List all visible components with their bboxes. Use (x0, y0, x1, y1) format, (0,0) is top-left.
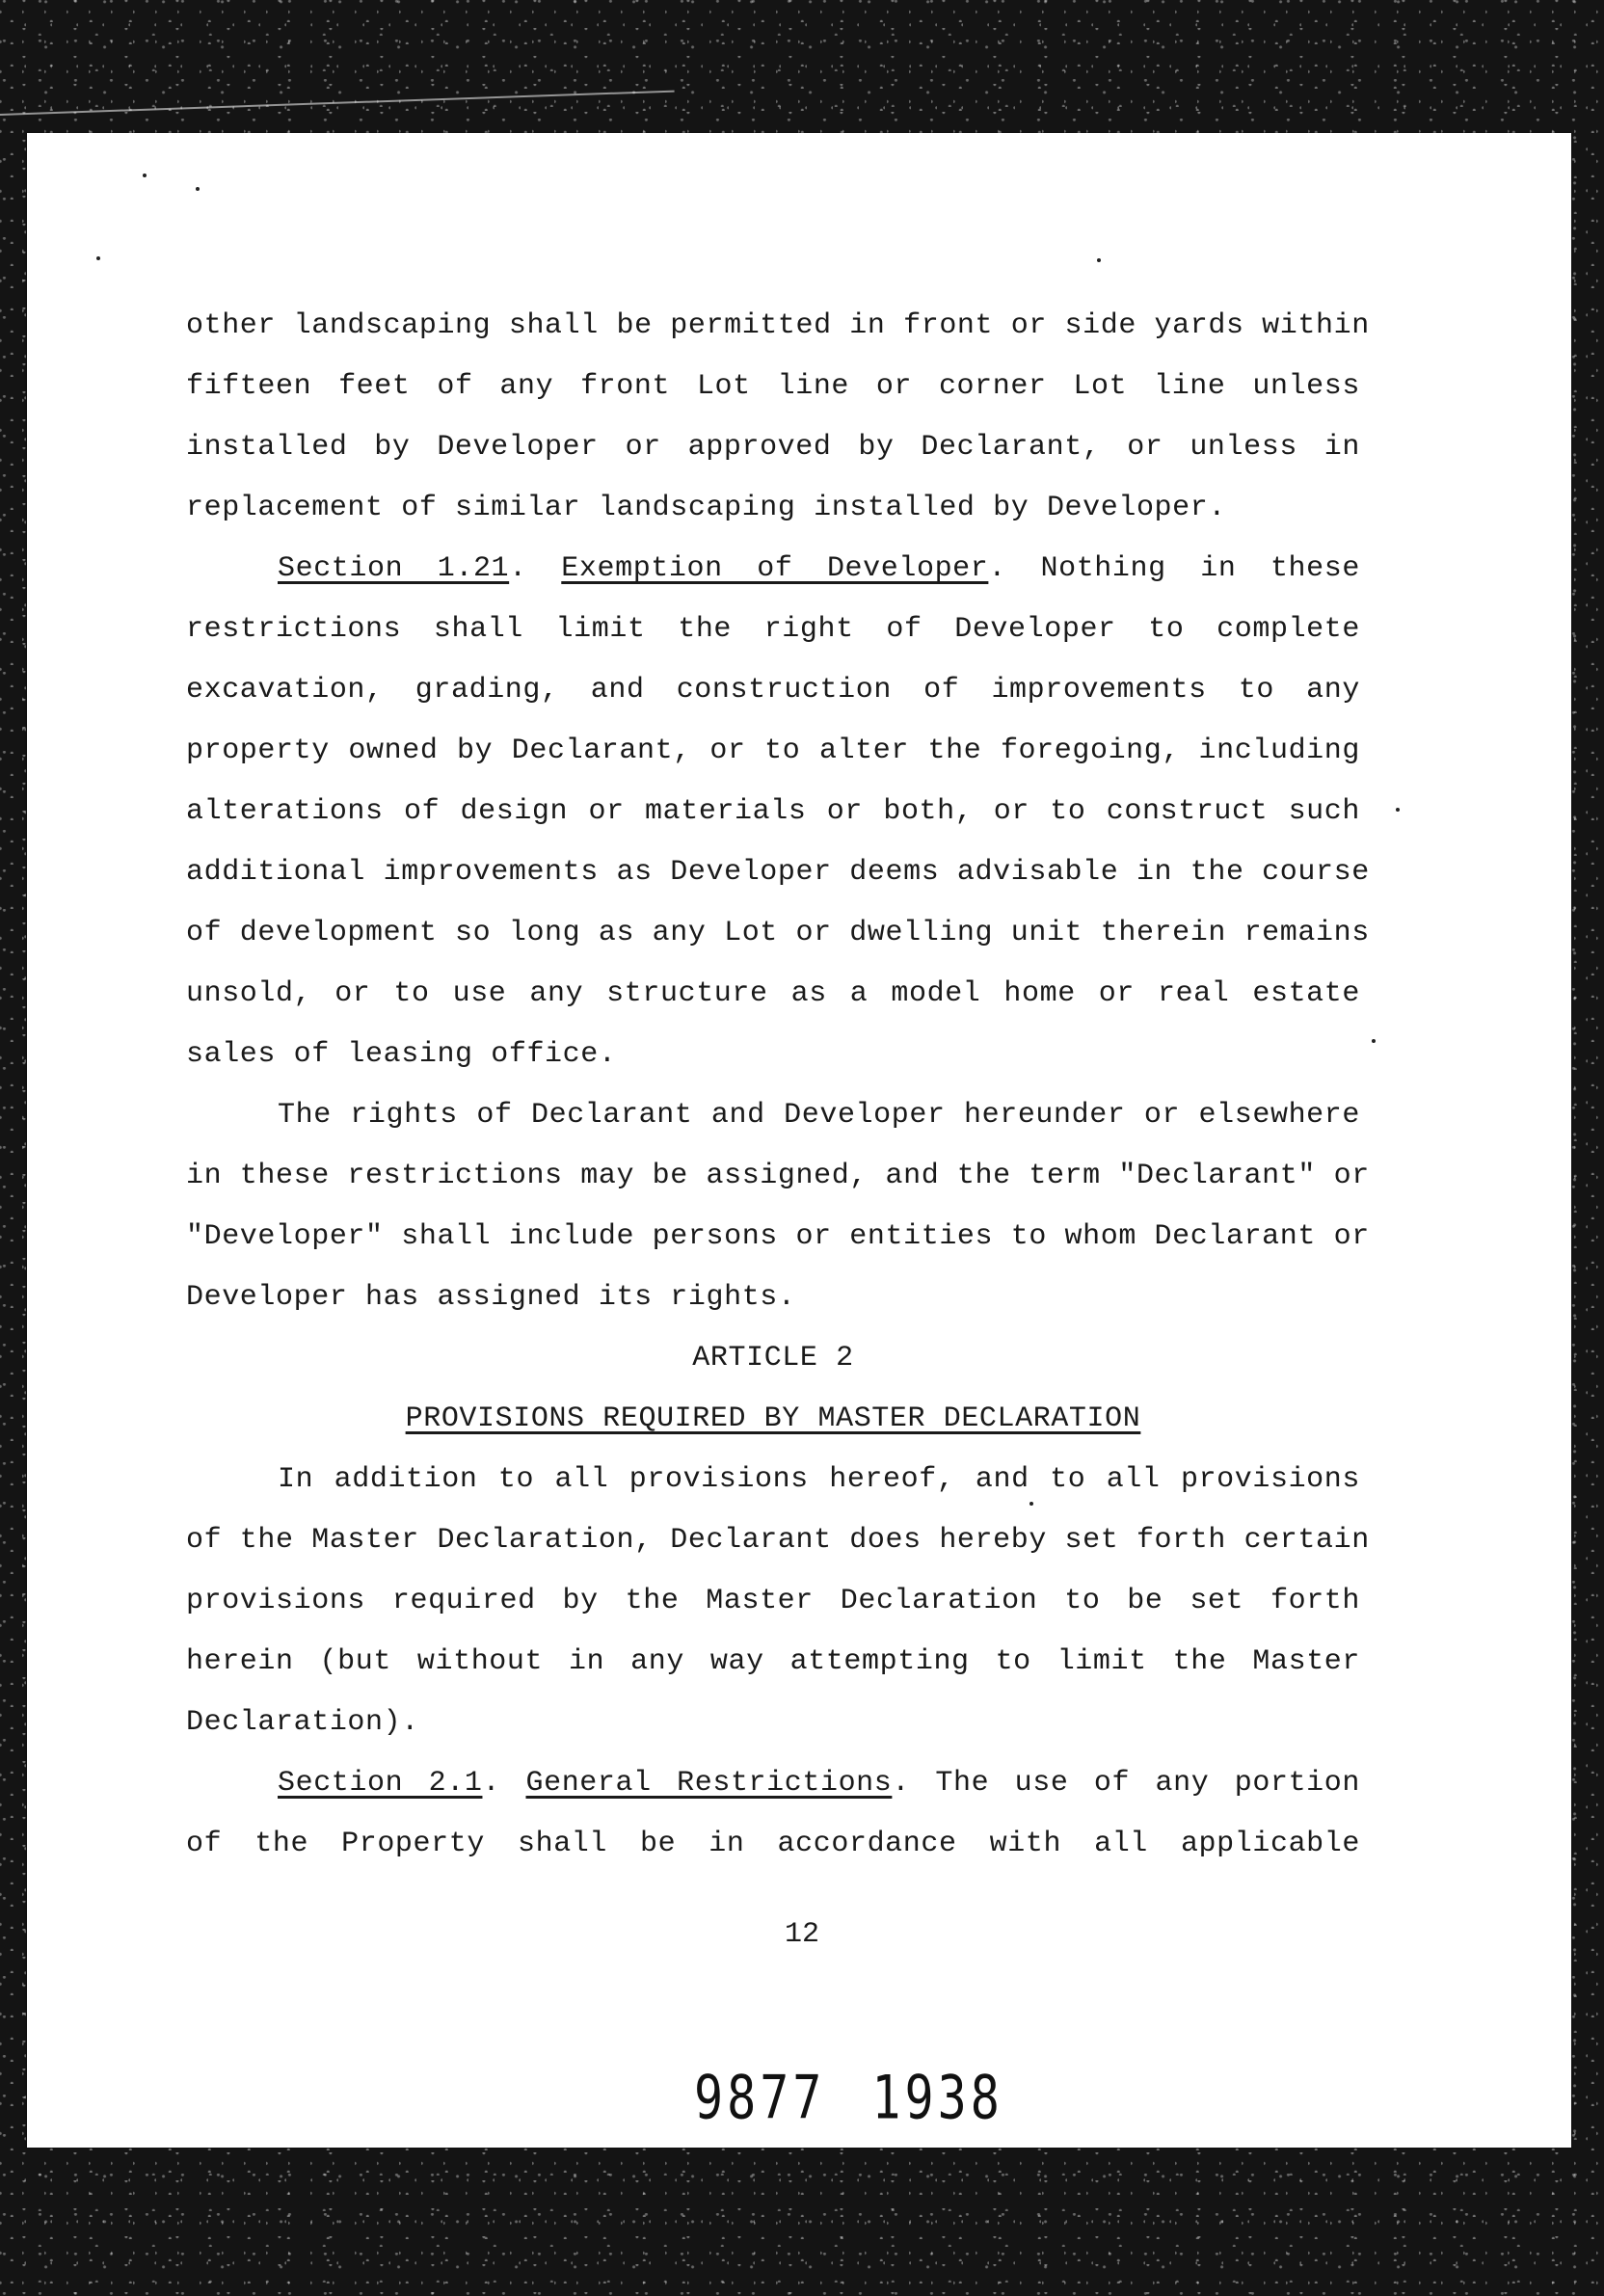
text-line: sales of leasing office. (186, 1038, 617, 1071)
text-line: In addition to all provisions hereof, and to all provisions (278, 1463, 1360, 1496)
text-line: replacement of similar landscaping installed by Developer. (186, 492, 1226, 524)
text-line: alterations of design or materials or both, or to construct such (186, 795, 1360, 828)
scan-speck (1396, 808, 1400, 812)
page-number: 12 (784, 1918, 819, 1951)
stamp-book-number: 9877 (694, 2063, 826, 2133)
text-line: of development so long as any Lot or dwelling unit therein remains (186, 917, 1370, 949)
section-title: Exemption of Developer (561, 552, 989, 585)
text-line: property owned by Declarant, or to alter the foregoing, including (186, 734, 1360, 767)
recording-stamp (694, 2063, 1050, 2133)
text-line: other landscaping shall be permitted in front or side yards within (186, 309, 1370, 342)
scan-speck (1097, 258, 1101, 262)
text-line: excavation, grading, and construction of improvements to any (186, 674, 1360, 707)
document-body (186, 296, 1370, 1875)
section-number: Section 1.21 (278, 552, 510, 585)
text-line: "Developer" shall include persons or entities to whom Declarant or (186, 1220, 1370, 1253)
text-line: herein (but without in any way attempting to limit the Master (186, 1645, 1360, 1678)
section-1-21-heading-line: Section 1.21. Exemption of Developer. Nothing in these (278, 552, 1360, 585)
section-number: Section 2.1 (278, 1767, 483, 1800)
text-line: of the Property shall be in accordance with all applicable (186, 1828, 1360, 1860)
section-title: General Restrictions (525, 1767, 893, 1800)
text-line: in these restrictions may be assigned, and the term "Declarant" or (186, 1160, 1370, 1192)
text-line: installed by Developer or approved by Declarant, or unless in (186, 431, 1360, 464)
text-line: The rights of Declarant and Developer hereunder or elsewhere (278, 1099, 1360, 1132)
text-line: Declaration). (186, 1706, 419, 1739)
text-fragment: Nothing in these (1040, 552, 1360, 585)
text-line: additional improvements as Developer deems advisable in the course (186, 856, 1370, 889)
stamp-page-number: 1938 (871, 2063, 1003, 2133)
text-line: restrictions shall limit the right of Developer to complete (186, 613, 1360, 646)
scan-speck (1372, 1039, 1376, 1043)
text-line: of the Master Declaration, Declarant does hereby set forth certain (186, 1524, 1370, 1557)
article-title: PROVISIONS REQUIRED BY MASTER DECLARATION (405, 1402, 1141, 1435)
text-line: provisions required by the Master Declaration to be set forth (186, 1585, 1360, 1617)
text-line: unsold, or to use any structure as a model home or real estate (186, 977, 1360, 1010)
scan-speck (143, 174, 147, 177)
article-heading: ARTICLE 2 (692, 1342, 854, 1375)
scan-speck (96, 256, 100, 260)
scan-speck (196, 187, 200, 191)
text-fragment: The use of any portion (935, 1767, 1360, 1800)
text-line: Developer has assigned its rights. (186, 1281, 796, 1314)
text-line: fifteen feet of any front Lot line or corner Lot line unless (186, 370, 1360, 403)
section-2-1-heading-line: Section 2.1. General Restrictions. The use of any portion (278, 1767, 1360, 1800)
article-title-line (186, 1389, 1360, 1450)
